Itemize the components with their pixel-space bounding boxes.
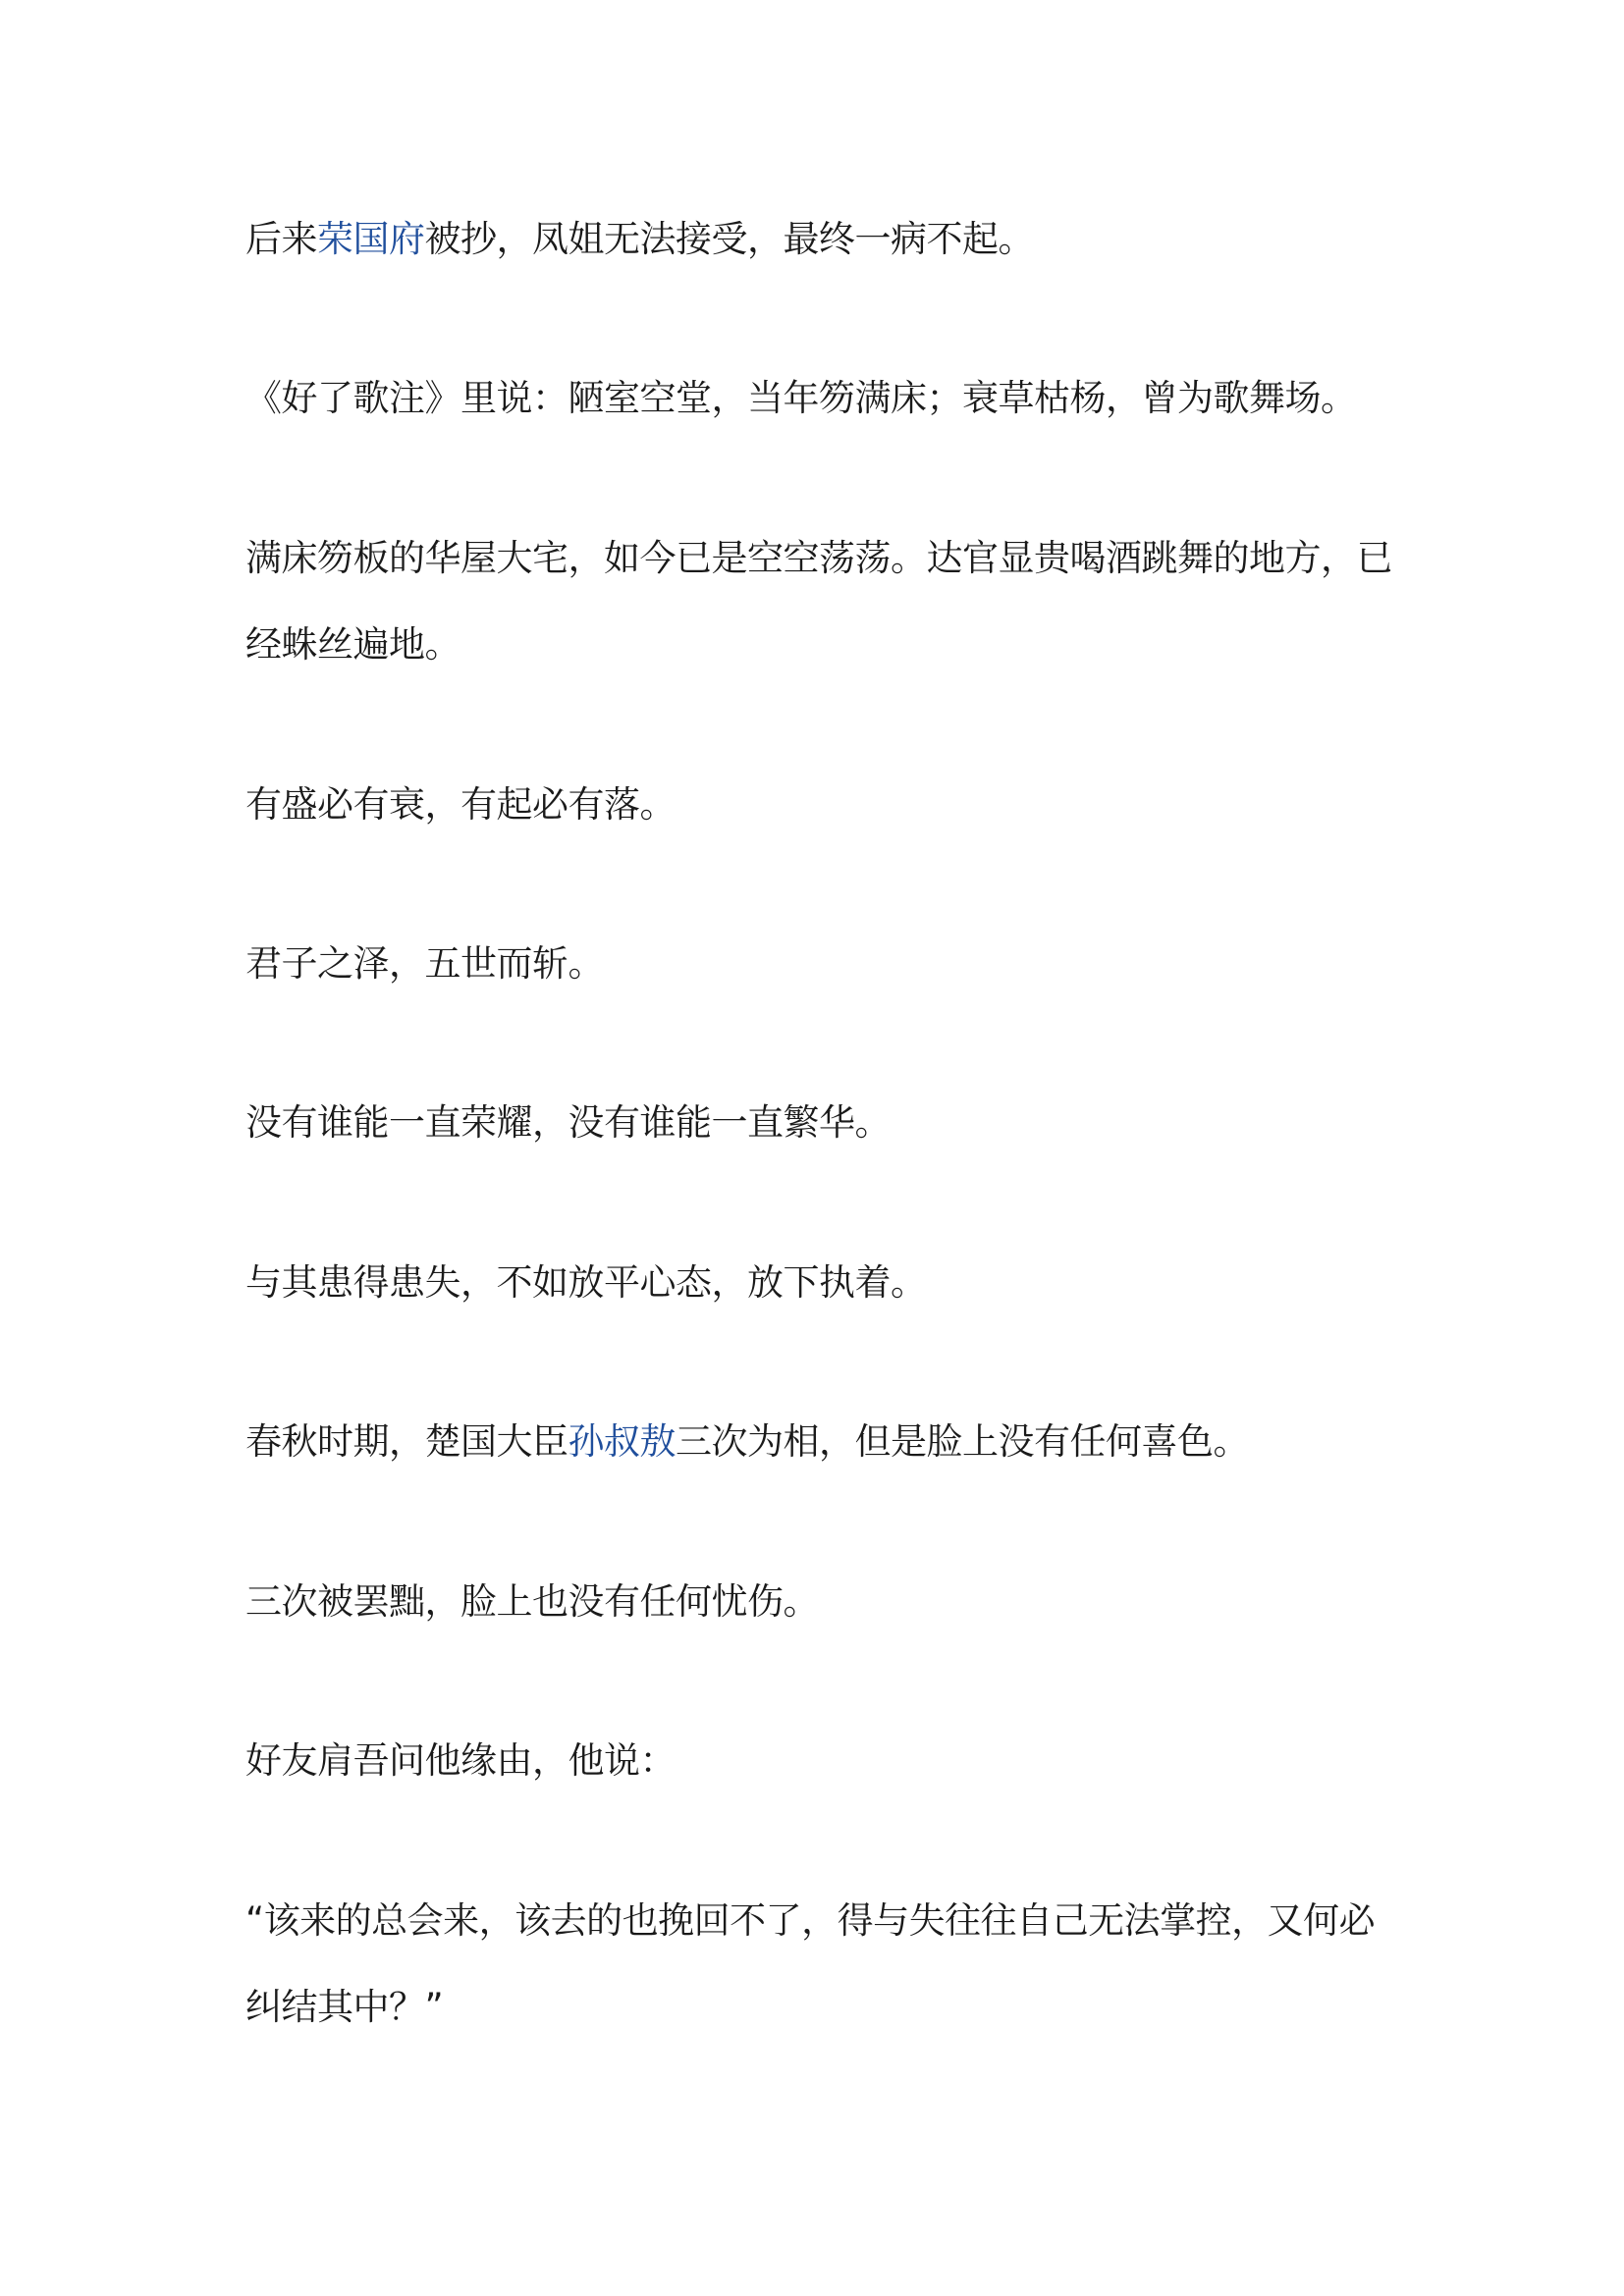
paragraph-2: 《好了歌注》里说：陋室空堂，当年笏满床；衰草枯杨，曾为歌舞场。: [245, 377, 1357, 419]
paragraph-8: [245, 1399, 1394, 1485]
paragraph-9: 三次被罢黜，脸上也没有任何忧伤。: [245, 1580, 819, 1623]
paragraph-10: 好友肩吾问他缘由，他说：: [245, 1739, 676, 1782]
paragraph-6: 没有谁能一直荣耀，没有谁能一直繁华。: [245, 1101, 891, 1144]
paragraph-1-pre: 后来: [245, 218, 317, 260]
paragraph-8-post: 三次为相，但是脸上没有任何喜色。: [676, 1420, 1249, 1463]
paragraph-8-pre: 春秋时期，楚国大臣: [245, 1420, 568, 1463]
paragraph-4: 有盛必有衰，有起必有落。: [245, 783, 676, 826]
paragraph-11: “该来的总会来，该去的也挽回不了，得与失往往自己无法掌控，又何必纠结其中？”: [245, 1899, 1376, 2028]
paragraph-3: 满床笏板的华屋大宅，如今已是空空荡荡。达官显贵喝酒跳舞的地方，已经蛛丝遍地。: [245, 537, 1392, 666]
paragraph-5: 君子之泽，五世而斩。: [245, 942, 604, 985]
paragraph-1: [245, 196, 1394, 283]
paragraph-1-post: 被抄，凤姐无法接受，最终一病不起。: [424, 218, 1034, 260]
link-rongguofu[interactable]: 荣国府: [317, 218, 425, 260]
link-sunshuao[interactable]: 孙叔敖: [568, 1420, 676, 1463]
paragraph-7: 与其患得患失，不如放平心态，放下执着。: [245, 1261, 927, 1304]
